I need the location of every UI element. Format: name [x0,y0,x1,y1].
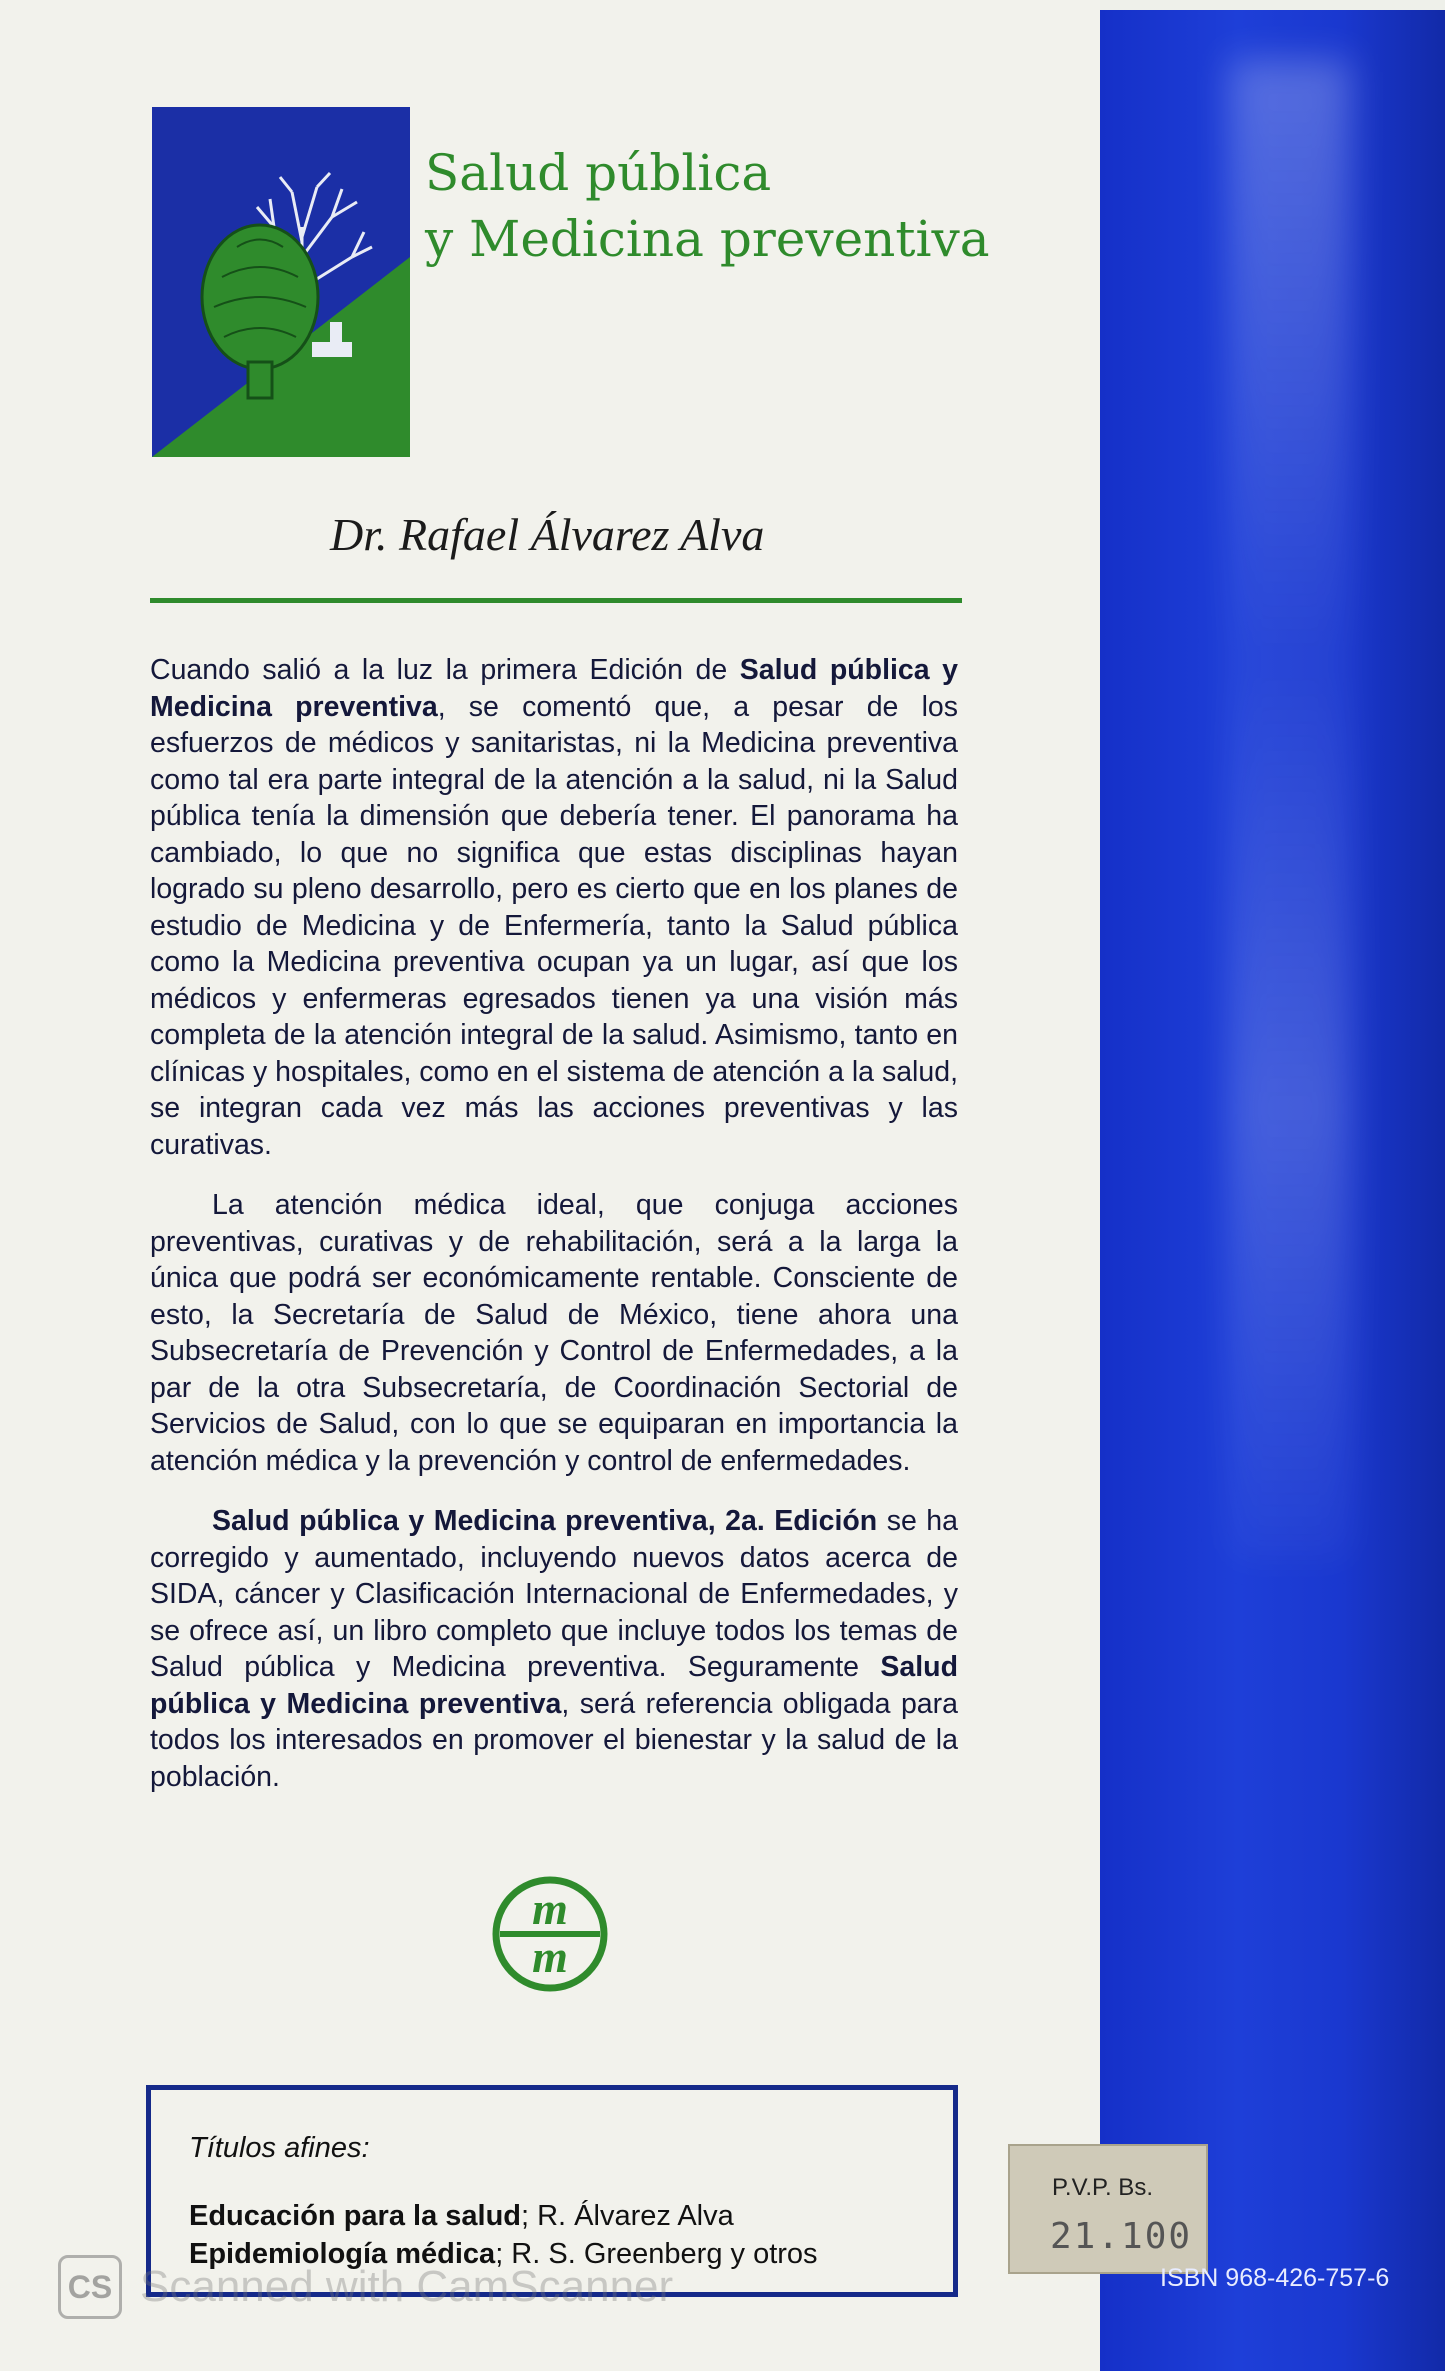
scanner-watermark: Scanned with CamScanner [140,2262,674,2311]
blurb-text [150,652,958,1819]
publisher-mm-logo [490,1874,610,1994]
p3-end: , será referencia obligada para todos los interesados en promover el bienestar y la salud de la población. [150,1687,958,1793]
title-line-1: Salud pública [425,144,772,202]
p3-bold-title: Salud pública y Medicina preventiva [150,1651,958,1720]
p3-middle: se ha corregido y aumentado, incluyendo nuevos datos acerca de SIDA, cáncer y Clasificación Internacional de Enfermedades, y se ofrece así, un libro completo que incluye todos los temas de Salud pública y Medicina preventiva. Seguramente [150,1505,958,1683]
isbn-number: ISBN 968-426-757-6 [1160,2264,1390,2292]
price-label: P.V.P. Bs. [1052,2174,1153,2201]
price-value: 21.100 [1050,2216,1193,2257]
related-item-2-title: Epidemiología médica [189,2238,496,2270]
blurb-paragraph-1 [150,652,958,1163]
related-item-1 [189,2200,734,2233]
blurb-paragraph-3 [150,1503,958,1795]
camscanner-badge-icon: CS [58,2255,122,2319]
related-heading: Títulos afines: [189,2132,370,2164]
p1-intro: Cuando salió a la luz la primera Edición de [150,654,740,686]
p1-rest: , se comentó que, a pesar de los esfuerzos de médicos y sanitaristas, ni la Medicina preventiva como tal era parte integral de la atención a la salud, ni la Salud pública tenía la dimensión que debería tener. El panorama ha cambiado, lo que no significa que estas disciplinas hayan logrado su pleno desarrollo, pero es cierto que en los planes de estudio de Medicina y de Enfermería, tanto la Salud pública como la Medicina preventiva ocupan ya un lugar, así que los médicos y enfermeras egresados tienen ya una visión más completa de la atención integral de la salud. Asimismo, tanto en clínicas y hospitales, como en el sistema de atención a la salud, se integran cada vez más las acciones preventivas y las curativas. [150,690,958,1161]
tree-illustration [152,107,410,457]
p3-bold-edition: Salud pública y Medicina preventiva, 2a. Edición [212,1505,878,1537]
related-item-1-title: Educación para la salud [189,2200,521,2232]
blurb-paragraph-2: La atención médica ideal, que conjuga acciones preventivas, curativas y de rehabilitación, será a la larga la única que podrá ser económicamente rentable. Consciente de esto, la Secretaría de Salud de México, tiene ahora una Subsecretaría de Prevención y Control de Enfermedades, a la par de la otra Subsecretaría, de Coordinación Sectorial de Servicios de Salud, con lo que se equiparan en importancia la atención médica y la prevención y control de enfermedades. [150,1189,958,1477]
spine-glare [1230,60,1350,1560]
green-divider [150,598,962,603]
book-title [425,140,990,272]
related-item-1-author: ; R. Álvarez Alva [521,2200,734,2232]
svg-text:m: m [532,1931,568,1982]
cover-tree-logo [152,107,410,457]
svg-text:m: m [532,1883,568,1934]
related-item-2-author: ; R. S. Greenberg y otros [495,2238,818,2270]
author-name: Dr. Rafael Álvarez Alva [330,509,765,560]
price-sticker [1008,2144,1208,2274]
p1-bold-title: Salud pública y Medicina preventiva [150,654,959,723]
title-line-2: y Medicina preventiva [425,210,990,268]
